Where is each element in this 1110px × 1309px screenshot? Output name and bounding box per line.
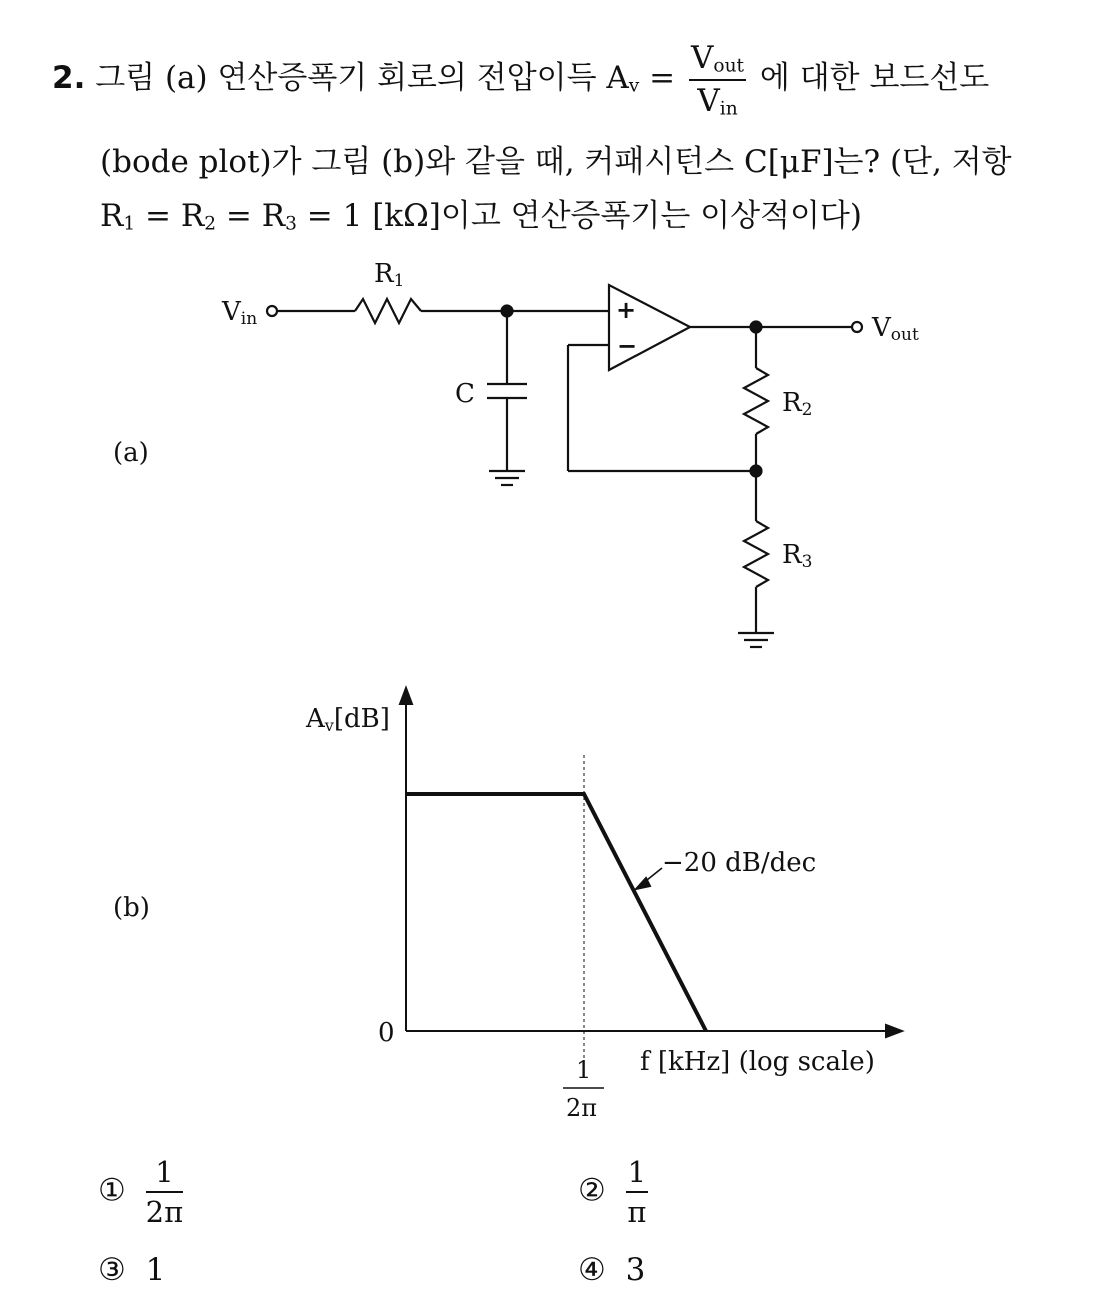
- corner-denominator: 2π: [566, 1094, 598, 1122]
- figure-a-label: (a): [113, 438, 149, 468]
- opamp-minus-sign: −: [617, 332, 638, 360]
- resistor-r3: [744, 521, 768, 587]
- bode-curve: [406, 794, 706, 1031]
- question-text-1b: 에 대한 보드선도: [759, 60, 990, 97]
- vout-label: Vout: [872, 313, 919, 345]
- y-axis-arrow: [400, 688, 412, 704]
- opamp-plus-sign: +: [616, 296, 637, 324]
- corner-numerator: 1: [576, 1056, 592, 1084]
- bode-plot: [113, 688, 902, 1122]
- gain-fraction: $\frac{V_{out}}{V_{in}}$: [691, 40, 745, 120]
- r3-label: R3: [782, 540, 813, 572]
- slope-label: −20 dB/dec: [662, 848, 817, 878]
- choice-1[interactable]: ① $\frac{1}{2\pi}$: [98, 1155, 184, 1229]
- figure-b-label: (b): [113, 893, 150, 923]
- plot-zero-label: 0: [378, 1018, 395, 1048]
- question-line-3: $R_1 = R_2 = R_3 = 1$ [kΩ]이고 연산증폭기는 이상적이다): [100, 198, 862, 235]
- ground-symbol-r3: [738, 633, 774, 647]
- plot-xlabel: f [kHz] (log scale): [640, 1047, 875, 1077]
- r2-label: R2: [782, 388, 813, 420]
- choice-3[interactable]: ③ 1: [98, 1252, 166, 1288]
- question-text-1a: 그림 (a) 연산증폭기 회로의 전압이득 $A_v$ =: [95, 60, 685, 97]
- resistor-r2: [744, 368, 768, 434]
- r1-label: R1: [374, 259, 405, 291]
- vout-terminal: [852, 322, 862, 332]
- slope-arrow-head: [636, 878, 650, 889]
- vin-label: Vin: [222, 297, 258, 329]
- capacitor-label: C: [455, 379, 475, 409]
- choice-4[interactable]: ④ 3: [578, 1252, 646, 1288]
- plot-ylabel: Av[dB]: [306, 704, 390, 735]
- question-number: 2.: [52, 60, 86, 97]
- question-line-2: (bode plot)가 그림 (b)와 같을 때, 커패시턴스 C[μF]는? (단, 저항: [100, 144, 1012, 180]
- choice-2[interactable]: ② $\frac{1}{\pi}$: [578, 1155, 647, 1229]
- vin-terminal: [267, 306, 277, 316]
- resistor-r1: [355, 299, 421, 323]
- ground-symbol-c: [489, 471, 525, 485]
- x-axis-arrow: [886, 1025, 902, 1037]
